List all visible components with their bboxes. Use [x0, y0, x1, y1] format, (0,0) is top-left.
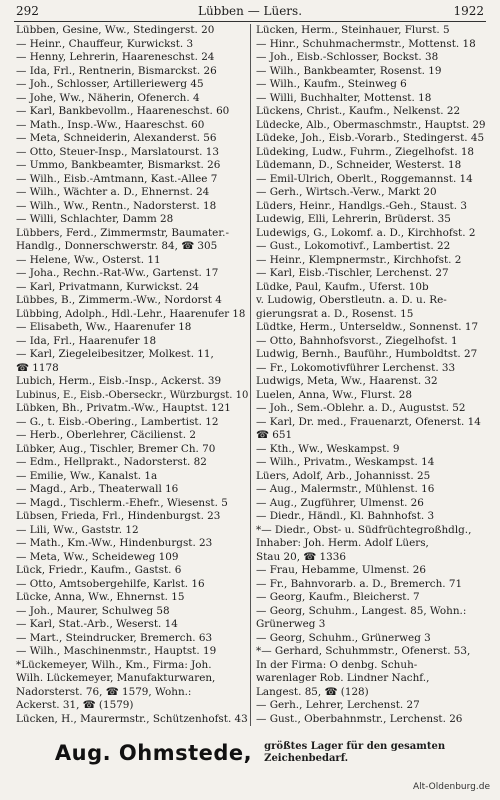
directory-entry-line: Wilh. Lückemeyer, Manufakturwaren, [16, 672, 216, 684]
directory-entry-line: — Aug., Zugführer, Ulmenst. 26 [256, 496, 424, 509]
directory-entry-line: — Otto, Amtsobergehilfe, Karlst. 16 [16, 577, 205, 590]
directory-entry-line: Lüders, Heinr., Handlgs.-Geh., Staust. 3 [256, 199, 467, 212]
directory-entry-line: — Ummo, Bankbeamter, Bismarkst. 26 [16, 159, 221, 171]
directory-entry-line: — Magd., Arb., Theaterwall 16 [16, 483, 179, 495]
advertisement-line: Zeichenbedarf. [264, 753, 349, 764]
directory-entry-line: — Johe, Ww., Näherin, Ofenerch. 4 [16, 91, 200, 104]
directory-entry-line: Lüdke, Paul, Kaufm., Uferst. 10b [256, 280, 429, 293]
directory-entry-line: — Math., Km.-Ww., Hindenburgst. 23 [16, 537, 213, 549]
directory-entry-line: gierungsrat a. D., Rosenst. 15 [256, 307, 414, 320]
directory-entry-line: — Elisabeth, Ww., Haarenufer 18 [16, 321, 192, 333]
directory-entry-line: Lübbes, B., Zimmerm.-Ww., Nordorst 4 [16, 294, 222, 306]
directory-entry-line: — Georg, Schuhm., Langest. 85, Wohn.: [256, 604, 467, 617]
directory-entry-line: — Frau, Hebamme, Ulmenst. 26 [256, 564, 426, 576]
directory-entry-line: ☎ 651 [256, 429, 293, 441]
directory-entry-line: — Math., Insp.-Ww., Haareschst. 60 [16, 118, 205, 131]
directory-entry-line: Lückens, Christ., Kaufm., Nelkenst. 22 [256, 105, 461, 117]
directory-entry-line: Lüdemann, D., Schneider, Westerst. 18 [256, 159, 462, 171]
directory-entry-line: — Gerh., Lehrer, Lerchenst. 27 [256, 699, 420, 711]
directory-entry-line: — Willi, Buchhalter, Mottenst. 18 [256, 91, 432, 104]
directory-entry-line: Lücken, H., Maurermstr., Schützenhofst. 43 [16, 712, 248, 725]
directory-entry-line: — Karl, Privatmann, Kurwickst. 24 [16, 280, 199, 293]
directory-entry-line: — Wilh., Kaufm., Steinweg 6 [256, 78, 407, 90]
directory-entry-line: — Meta, Schneiderin, Alexanderst. 56 [16, 132, 217, 144]
directory-entry-line: Ludwigs, Meta, Ww., Haarenst. 32 [256, 375, 438, 387]
directory-entry-line: — Joha., Rechn.-Rat-Ww., Gartenst. 17 [16, 267, 219, 279]
directory-entry-line: Lübbing, Adolph., Hdl.-Lehr., Haarenufer 18 [16, 308, 246, 320]
directory-entry-line: Ludewigs, G., Lokomf. a. D., Kirchhofst. 2 [256, 226, 476, 239]
page-number: 292 [16, 4, 39, 18]
directory-entry-line: — Georg, Kaufm., Bleicherst. 7 [256, 591, 420, 603]
directory-entry-line: Handlg., Donnerschwerstr. 84, ☎ 305 [16, 240, 218, 252]
directory-entry-line: — Fr., Lokomotivführer Lerchenst. 33 [256, 361, 456, 374]
directory-entry-line: — Herb., Oberlehrer, Cäcilienst. 2 [16, 429, 196, 441]
directory-entry-line: — Joh., Eisb.-Schlosser, Bockst. 38 [256, 51, 439, 63]
directory-entry-line: — Diedr., Händl., Kl. Bahnhofst. 3 [256, 510, 435, 522]
directory-entry-line: Lubich, Herm., Eisb.-Insp., Ackerst. 39 [16, 375, 222, 387]
directory-entry-line: Lüdeke, Joh., Eisb.-Vorarb., Stedingerst. 45 [256, 132, 485, 144]
directory-entry-line: — Meta, Ww., Scheideweg 109 [16, 550, 179, 563]
directory-entry-line: — Georg, Schuhm., Grünerweg 3 [256, 631, 431, 644]
directory-entry-line: — Otto, Steuer-Insp., Marslatourst. 13 [16, 145, 219, 158]
directory-entry-line: Lübken, Bh., Privatm.-Ww., Hauptst. 121 [16, 402, 231, 414]
directory-entry-line: — Gust., Oberbahnmstr., Lerchenst. 26 [256, 712, 463, 725]
watermark-credit: Alt-Oldenburg.de [412, 782, 490, 792]
directory-entry-line: Lübbers, Ferd., Zimmermstr, Baumater.- [16, 226, 229, 239]
directory-entry-line: Lücke, Anna, Ww., Ehnernst. 15 [16, 591, 185, 603]
directory-entry-line: — Gust., Lokomotivf., Lambertist. 22 [256, 240, 451, 252]
directory-entry-line: — Karl, Eisb.-Tischler, Lerchenst. 27 [256, 267, 449, 279]
directory-entry-line: — Helene, Ww., Osterst. 11 [16, 253, 161, 266]
directory-entry-line: — Gerh., Wirtsch.-Verw., Markt 20 [256, 186, 437, 198]
directory-entry-line: *Lückemeyer, Wilh., Km., Firma: Joh. [16, 658, 212, 671]
directory-entry-line: — Hinr., Schuhmachermstr., Mottenst. 18 [256, 37, 476, 50]
directory-entry-line: — Karl, Ziegeleibesitzer, Molkest. 11, [16, 348, 214, 360]
column-divider [250, 24, 251, 726]
directory-entry-line: Nadorsterst. 76, ☎ 1579, Wohn.: [16, 685, 192, 698]
directory-entry-line: Lüdtke, Herm., Unterseldw., Sonnenst. 17 [256, 321, 479, 333]
directory-entry-line: Grünerweg 3 [256, 618, 326, 630]
directory-entry-line: Lück, Friedr., Kaufm., Gastst. 6 [16, 564, 182, 576]
directory-entry-line: — Fr., Bahnvorarb. a. D., Bremerch. 71 [256, 577, 463, 590]
directory-entry-line: — Aug., Malermstr., Mühlenst. 16 [256, 483, 435, 495]
advertisement [12, 728, 488, 778]
directory-entry-line: Langest. 85, ☎ (128) [256, 685, 369, 698]
advertisement-line: größtes Lager für den gesamten [264, 741, 446, 752]
directory-entry-line: — Wilh., Wächter a. D., Ehnernst. 24 [16, 186, 210, 198]
directory-entry-line: Lücken, Herm., Steinhauer, Flurst. 5 [256, 24, 450, 36]
directory-entry-line: — Joh., Maurer, Schulweg 58 [16, 604, 170, 617]
directory-entry-line: Stau 20, ☎ 1336 [256, 550, 346, 563]
directory-entry-line: — Wilh., Maschinenmstr., Hauptst. 19 [16, 645, 217, 657]
directory-entry-line: — Heinr., Chauffeur, Kurwickst. 3 [16, 37, 194, 50]
directory-entry-line: — Willi, Schlachter, Damm 28 [16, 213, 174, 225]
directory-entry-line: — Emilie, Ww., Kanalst. 1a [16, 469, 158, 482]
directory-entry-line: Ludewig, Elli, Lehrerin, Brüderst. 35 [256, 213, 451, 225]
directory-entry-line: Inhaber: Joh. Herm. Adolf Lüers, [256, 537, 429, 549]
directory-entry-line: warenlager Rob. Lindner Nachf., [256, 672, 430, 684]
directory-entry-line: Lübben, Gesine, Ww., Stedingerst. 20 [16, 24, 215, 36]
directory-entry-line: — Lili, Ww., Gaststr. 12 [16, 523, 139, 536]
directory-entry-line: ☎ 1178 [16, 361, 59, 374]
left-column [16, 24, 248, 726]
directory-entry-line: — Ida, Frl., Rentnerin, Bismarckst. 26 [16, 64, 217, 77]
running-title: Lübben — Lüers. [197, 4, 303, 18]
directory-entry-line: *— Gerhard, Schuhmmstr., Ofenerst. 53, [256, 645, 471, 657]
directory-entry-line: Lübsen, Frieda, Frl., Hindenburgst. 23 [16, 510, 221, 522]
directory-entry-line: Ludwig, Bernh., Bauführ., Humboldtst. 27 [256, 348, 478, 360]
directory-entry-line: v. Ludowig, Oberstleutn. a. D. u. Re- [256, 294, 447, 306]
directory-entry-line: Lüdeking, Ludw., Fuhrm., Ziegelhofst. 18 [256, 145, 475, 158]
directory-entry-line: — Heinr., Klempnermstr., Kirchhofst. 2 [256, 253, 462, 266]
directory-entry-line: — Wilh., Privatm., Weskampst. 14 [256, 456, 435, 468]
directory-entry-line: — Magd., Tischlerm.-Ehefr., Wiesenst. 5 [16, 496, 228, 509]
directory-entry-line: *— Diedr., Obst- u. Südfrüchtegroßhdlg., [256, 523, 472, 536]
directory-entry-line: Lüers, Adolf, Arb., Johannisst. 25 [256, 469, 431, 482]
directory-entry-line: — Mart., Steindrucker, Bremerch. 63 [16, 631, 213, 644]
directory-entry-line: — Henny, Lehrerin, Haareneschst. 24 [16, 51, 215, 63]
advertisement-text [264, 741, 445, 765]
directory-entry-line: In der Firma: O denbg. Schuh- [256, 658, 418, 671]
directory-entry-line: Lübker, Aug., Tischler, Bremer Ch. 70 [16, 442, 216, 455]
directory-entry-line: — Joh., Schlosser, Artilleriewerg 45 [16, 78, 204, 90]
directory-entry-line: — G., t. Eisb.-Obering., Lambertist. 12 [16, 415, 219, 428]
directory-entry-line: Lubinus, E., Eisb.-Oberseckr., Würzburgst. 10 [16, 389, 248, 401]
directory-entry-line: — Edm., Hellprakt., Nadorsterst. 82 [16, 456, 207, 468]
directory-entry-line: — Wilh., Bankbeamter, Rosenst. 19 [256, 64, 442, 77]
page-header [8, 3, 492, 19]
right-column [256, 24, 488, 726]
advertiser-name: Aug. Ohmstede, [54, 741, 253, 765]
directory-entry-line: — Wilh., Ww., Rentn., Nadorsterst. 18 [16, 199, 217, 212]
header-rule [14, 21, 486, 22]
directory-entry-line: — Karl, Stat.-Arb., Weserst. 14 [16, 618, 178, 630]
directory-entry-line: — Otto, Bahnhofsvorst., Ziegelhofst. 1 [256, 334, 458, 347]
directory-entry-line: — Kth., Ww., Weskampst. 9 [256, 442, 400, 455]
directory-entry-line: — Emil-Ulrich, Oberlt., Roggemannst. 14 [256, 172, 473, 185]
directory-entry-line: Lüdecke, Alb., Obermaschmstr., Hauptst. 29 [256, 119, 486, 131]
directory-entry-line: Luelen, Anna, Ww., Flurst. 28 [256, 388, 412, 401]
directory-entry-line: — Ida, Frl., Haarenufer 18 [16, 334, 157, 347]
directory-entry-line: — Karl, Dr. med., Frauenarzt, Ofenerst. 14 [256, 415, 481, 428]
directory-entry-line: — Joh., Sem.-Oblehr. a. D., Augustst. 52 [256, 402, 466, 414]
directory-entry-line: Ackerst. 31, ☎ (1579) [16, 699, 134, 711]
directory-entry-line: — Karl, Bankbevollm., Haareneschst. 60 [16, 105, 230, 117]
page-year: 1922 [453, 4, 484, 18]
directory-entry-line: — Wilh., Eisb.-Amtmann, Kast.-Allee 7 [16, 172, 218, 185]
